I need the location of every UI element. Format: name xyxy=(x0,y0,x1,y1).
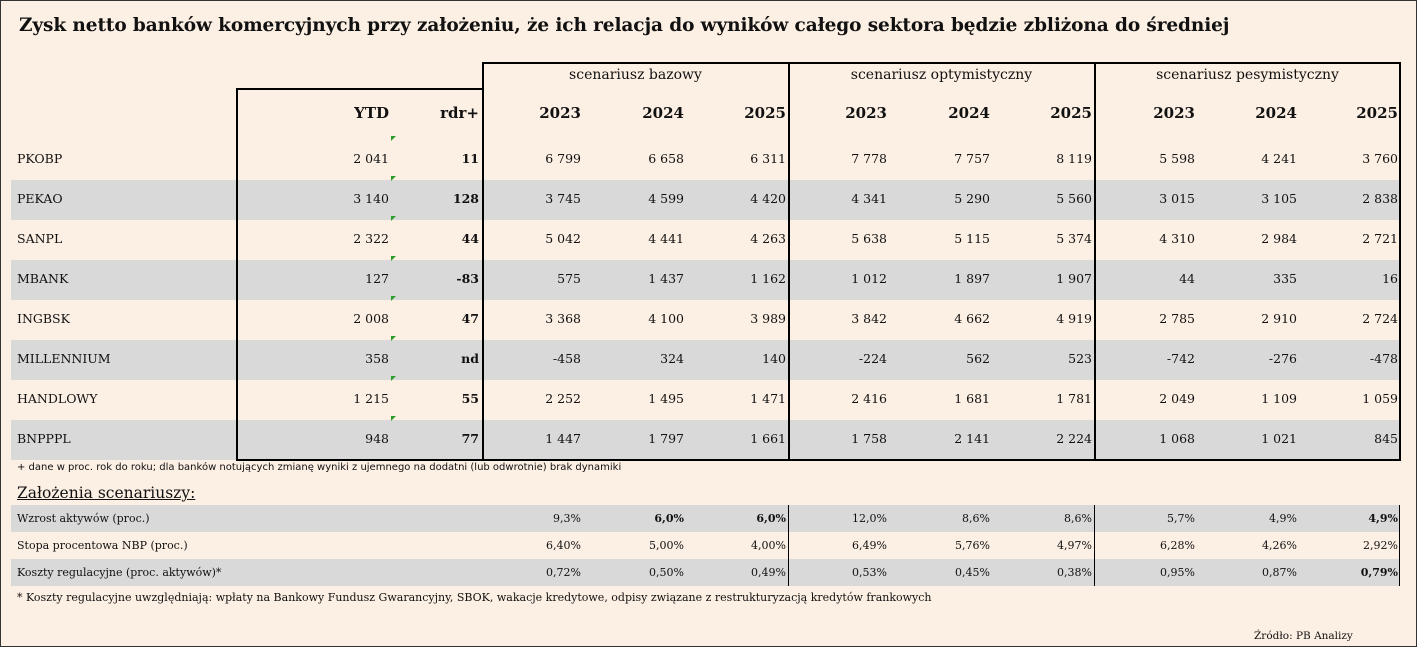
rdr-value: 11 xyxy=(461,151,479,166)
assumption-value: 0,45% xyxy=(955,566,990,579)
assumption-value: 6,0% xyxy=(654,512,684,525)
forecast-value: 3 745 xyxy=(545,191,581,206)
assumptions-title: Założenia scenariuszy: xyxy=(17,484,196,502)
forecast-value: 1 897 xyxy=(954,271,990,286)
forecast-value: 1 781 xyxy=(1056,391,1092,406)
forecast-value: 575 xyxy=(557,271,581,286)
rdr-value: 128 xyxy=(452,191,479,206)
assumption-value: 0,49% xyxy=(751,566,786,579)
bank-name: PKOBP xyxy=(17,151,63,166)
forecast-value: 4 420 xyxy=(750,191,786,206)
assumption-value: 0,38% xyxy=(1057,566,1092,579)
trend-marker xyxy=(391,136,396,141)
bank-name: SANPL xyxy=(17,231,63,246)
assumptions-divider xyxy=(1094,505,1095,586)
forecast-value: 2 049 xyxy=(1159,391,1195,406)
forecast-value: 5 638 xyxy=(851,231,887,246)
forecast-value: 1 681 xyxy=(954,391,990,406)
forecast-value: 16 xyxy=(1382,271,1398,286)
bank-name: BNPPPL xyxy=(17,431,71,446)
column-header: 2025 xyxy=(1050,104,1092,122)
table-border xyxy=(482,62,484,459)
column-header: 2023 xyxy=(539,104,581,122)
forecast-value: 7 778 xyxy=(851,151,887,166)
forecast-value: 1 068 xyxy=(1159,431,1195,446)
column-header: rdr+ xyxy=(440,104,479,122)
assumption-value: 5,76% xyxy=(955,539,990,552)
assumption-value: 4,9% xyxy=(1368,512,1398,525)
assumption-value: 6,49% xyxy=(852,539,887,552)
rdr-value: nd xyxy=(461,351,479,366)
forecast-value: 562 xyxy=(966,351,990,366)
forecast-value: 4 662 xyxy=(954,311,990,326)
column-header: 2025 xyxy=(1356,104,1398,122)
assumption-value: 6,40% xyxy=(546,539,581,552)
assumption-value: 2,92% xyxy=(1363,539,1398,552)
forecast-value: 4 599 xyxy=(648,191,684,206)
forecast-value: 2 838 xyxy=(1362,191,1398,206)
rdr-value: 44 xyxy=(461,231,479,246)
forecast-value: 2 252 xyxy=(545,391,581,406)
assumption-label: Wzrost aktywów (proc.) xyxy=(17,512,150,525)
trend-marker xyxy=(391,176,396,181)
forecast-value: 6 311 xyxy=(750,151,786,166)
forecast-value: 5 374 xyxy=(1056,231,1092,246)
ytd-value: 2 008 xyxy=(353,311,389,326)
assumption-value: 6,28% xyxy=(1160,539,1195,552)
forecast-value: 5 598 xyxy=(1159,151,1195,166)
forecast-value: 1 495 xyxy=(648,391,684,406)
forecast-value: -458 xyxy=(552,351,581,366)
forecast-value: 1 447 xyxy=(545,431,581,446)
forecast-value: 1 109 xyxy=(1261,391,1297,406)
table-border xyxy=(788,62,790,459)
ytd-value: 2 041 xyxy=(353,151,389,166)
scenario-header: scenariusz optymistyczny xyxy=(850,67,1033,83)
trend-marker xyxy=(391,376,396,381)
forecast-value: 1 012 xyxy=(851,271,887,286)
forecast-value: 4 919 xyxy=(1056,311,1092,326)
forecast-value: 324 xyxy=(660,351,684,366)
source-label: Źródło: PB Analizy xyxy=(1254,630,1353,642)
trend-marker xyxy=(391,256,396,261)
forecast-value: 1 059 xyxy=(1362,391,1398,406)
bank-name: MILLENNIUM xyxy=(17,351,111,366)
forecast-value: 5 290 xyxy=(954,191,990,206)
assumption-value: 6,0% xyxy=(756,512,786,525)
assumption-value: 8,6% xyxy=(962,512,990,525)
bank-name: MBANK xyxy=(17,271,69,286)
column-header: 2023 xyxy=(1153,104,1195,122)
forecast-value: -276 xyxy=(1268,351,1297,366)
rdr-value: 47 xyxy=(461,311,479,326)
table-border xyxy=(236,88,238,459)
assumption-value: 0,95% xyxy=(1160,566,1195,579)
assumption-value: 0,79% xyxy=(1360,566,1398,579)
assumption-value: 8,6% xyxy=(1064,512,1092,525)
forecast-value: 2 984 xyxy=(1261,231,1297,246)
forecast-value: 1 758 xyxy=(851,431,887,446)
forecast-value: 2 910 xyxy=(1261,311,1297,326)
forecast-value: 3 015 xyxy=(1159,191,1195,206)
forecast-value: 845 xyxy=(1374,431,1398,446)
bank-name: PEKAO xyxy=(17,191,63,206)
ytd-value: 1 215 xyxy=(353,391,389,406)
table-border xyxy=(482,62,1401,64)
forecast-value: 2 416 xyxy=(851,391,887,406)
trend-marker xyxy=(391,336,396,341)
bank-name: HANDLOWY xyxy=(17,391,98,406)
forecast-value: 1 162 xyxy=(750,271,786,286)
forecast-value: 5 115 xyxy=(954,231,990,246)
assumption-value: 0,53% xyxy=(852,566,887,579)
forecast-value: 4 100 xyxy=(648,311,684,326)
assumption-value: 4,97% xyxy=(1057,539,1092,552)
forecast-value: -224 xyxy=(858,351,887,366)
assumption-value: 0,50% xyxy=(649,566,684,579)
forecast-value: -742 xyxy=(1166,351,1195,366)
rdr-value: 55 xyxy=(461,391,479,406)
assumption-value: 4,00% xyxy=(751,539,786,552)
scenario-header: scenariusz pesymistyczny xyxy=(1156,67,1339,83)
forecast-value: 4 441 xyxy=(648,231,684,246)
forecast-value: 4 241 xyxy=(1261,151,1297,166)
trend-marker xyxy=(391,296,396,301)
forecast-value: 4 310 xyxy=(1159,231,1195,246)
forecast-value: 1 907 xyxy=(1056,271,1092,286)
forecast-value: 523 xyxy=(1068,351,1092,366)
forecast-value: 2 224 xyxy=(1056,431,1092,446)
forecast-value: 4 341 xyxy=(851,191,887,206)
forecast-value: 7 757 xyxy=(954,151,990,166)
ytd-value: 358 xyxy=(365,351,389,366)
rdr-value: 77 xyxy=(461,431,479,446)
column-header: YTD xyxy=(354,104,389,122)
assumption-value: 9,3% xyxy=(553,512,581,525)
forecast-value: 1 437 xyxy=(648,271,684,286)
table-border xyxy=(1399,62,1401,461)
assumption-label: Koszty regulacyjne (proc. aktywów)* xyxy=(17,566,222,579)
assumptions-divider xyxy=(1399,505,1400,586)
forecast-value: 8 119 xyxy=(1056,151,1092,166)
forecast-value: 2 141 xyxy=(954,431,990,446)
footnote-regulatory-costs: * Koszty regulacyjne uwzględniają: wpłaty na Bankowy Fundusz Gwarancyjny, SBOK, wakacje kredytowe, odpisy związane z restrukturyzacją kredytów frankowych xyxy=(17,591,932,604)
forecast-value: 44 xyxy=(1179,271,1195,286)
assumptions-divider xyxy=(788,505,789,586)
forecast-value: 3 368 xyxy=(545,311,581,326)
forecast-value: 1 661 xyxy=(750,431,786,446)
forecast-value: 3 989 xyxy=(750,311,786,326)
table-border xyxy=(236,459,1401,461)
ytd-value: 127 xyxy=(365,271,389,286)
forecast-value: 6 658 xyxy=(648,151,684,166)
scenario-header: scenariusz bazowy xyxy=(569,67,702,83)
assumption-value: 0,87% xyxy=(1262,566,1297,579)
assumption-value: 12,0% xyxy=(852,512,887,525)
forecast-value: 1 021 xyxy=(1261,431,1297,446)
forecast-value: -478 xyxy=(1369,351,1398,366)
forecast-value: 2 721 xyxy=(1362,231,1398,246)
column-header: 2024 xyxy=(1255,104,1297,122)
forecast-value: 335 xyxy=(1273,271,1297,286)
footnote-dynamics: + dane w proc. rok do roku; dla banków notujących zmianę wyniki z ujemnego na dodatni (lub odwrotnie) brak dynamiki xyxy=(17,462,622,473)
assumption-value: 5,00% xyxy=(649,539,684,552)
assumption-value: 5,7% xyxy=(1167,512,1195,525)
forecast-value: 1 797 xyxy=(648,431,684,446)
rdr-value: -83 xyxy=(456,271,479,286)
ytd-value: 948 xyxy=(365,431,389,446)
forecast-value: 3 842 xyxy=(851,311,887,326)
column-header: 2024 xyxy=(642,104,684,122)
forecast-value: 3 105 xyxy=(1261,191,1297,206)
assumption-value: 4,9% xyxy=(1269,512,1297,525)
trend-marker xyxy=(391,416,396,421)
ytd-value: 3 140 xyxy=(353,191,389,206)
column-header: 2024 xyxy=(948,104,990,122)
column-header: 2023 xyxy=(845,104,887,122)
table-border xyxy=(1094,62,1096,459)
forecast-value: 2 724 xyxy=(1362,311,1398,326)
forecast-value: 1 471 xyxy=(750,391,786,406)
forecast-value: 2 785 xyxy=(1159,311,1195,326)
ytd-value: 2 322 xyxy=(353,231,389,246)
forecast-value: 140 xyxy=(762,351,786,366)
trend-marker xyxy=(391,216,396,221)
forecast-value: 6 799 xyxy=(545,151,581,166)
assumption-value: 0,72% xyxy=(546,566,581,579)
assumption-value: 4,26% xyxy=(1262,539,1297,552)
assumption-label: Stopa procentowa NBP (proc.) xyxy=(17,539,188,552)
table-border xyxy=(236,88,484,90)
forecast-value: 3 760 xyxy=(1362,151,1398,166)
forecast-value: 4 263 xyxy=(750,231,786,246)
bank-name: INGBSK xyxy=(17,311,70,326)
column-header: 2025 xyxy=(744,104,786,122)
forecast-value: 5 560 xyxy=(1056,191,1092,206)
page-title: Zysk netto banków komercyjnych przy założeniu, że ich relacja do wyników całego sektora będzie zbliżona do średniej xyxy=(19,15,1230,36)
forecast-value: 5 042 xyxy=(545,231,581,246)
